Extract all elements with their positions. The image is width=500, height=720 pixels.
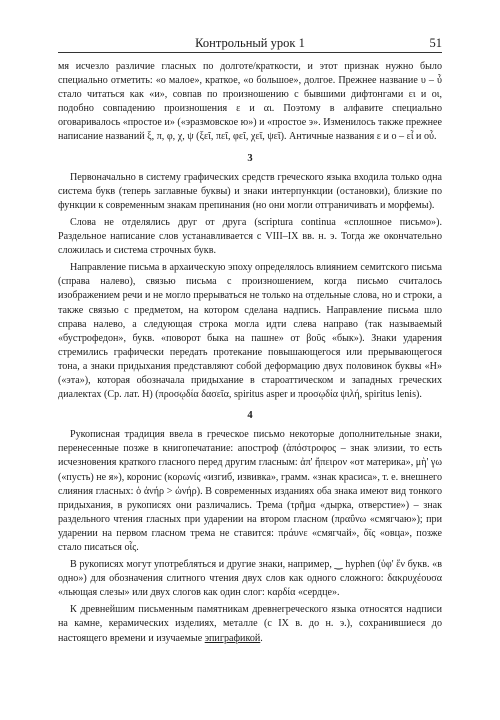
paragraph-text: К древнейшим письменным памятникам древнегреческого языка относятся надписи на камне, керамических изделиях, металле (с IX в. до н. э.), сохранившиеся до настоящего времени и изучаемые (58, 604, 442, 644)
header-title: Контрольный урок 1 (195, 36, 305, 50)
running-header (58, 36, 442, 53)
page-body (58, 60, 442, 649)
underlined-term: эпиграфикой (204, 632, 261, 644)
paragraph: Первоначально в систему графических средств греческого языка входила только одна система букв (теперь заглавные буквы) и знаки интерпункции (остановки), близкие по функции к современным знакам препинания (но они могли отграничивать и морфемы). (58, 171, 442, 211)
paragraph-tail: . (260, 632, 263, 644)
paragraph-last (58, 603, 442, 645)
paragraph-intro: мя исчезло различие гласных по долготе/краткости, и этот признак нужно было специально отметить: «о малое», краткое, «о большое», долгое. Прежнее название υ – ὖ стало читаться как «и», совпав по произношению с бывшими дифтонгами ει и οι, подобно совпадению произношения ε и αι. Поэтому в алфавите специально оговаривалось «простое и» («эразмовское ю») и «простое э». Изменилось также прежнее написание названий ξ, π, φ, χ, ψ (ξεῖ, πεῖ, φεῖ, χεῖ, ψεῖ). Античные названия ε и ο – εἶ и οὖ. (58, 61, 443, 143)
paragraph: В рукописях могут употребляться и другие знаки, например, ‿ hyphen (ὑφ' ἕν букв. «в одно») для обозначения слитного чтения двух слов как одного сложного: δακρυχέουσα «льющая слезы» или двух слогов как один слог: καρδία «сердце». (58, 559, 442, 599)
paragraph: Рукописная традиция ввела в греческое письмо некоторые дополнительные знаки, перенесенные позже в книгопечатание: апостроф (ἀπόστροφος – знак элизии, то есть исчезновения краткого гласного перед другим гласным: ἀπ' ἤπειρον «от материка», μὴ' γω («пусть) не я»), коронис (κορωνίς «изгиб, извивка», грамм. «знак красиса», т. е. внешнего слияния гласных: ὁ ἀνήρ > ὠνήρ). В современных изданиях оба знака имеют вид тонкого придыхания, в рукописях они различались. Трема (τρῆμα «дырка, отверстие») – знак раздельного чтения гласных при ударении на втором гласном (πραΰνω «смягчаю»); при ударении на первом гласном трема не ставится: πράυνε «смягчай», ὄϊς «овца», позже стало писаться οἶς. (58, 429, 442, 553)
section-number-3: 3 (247, 152, 253, 164)
section-number-4: 4 (247, 410, 253, 422)
page-number: 51 (429, 36, 442, 50)
paragraph: Направление письма в архаическую эпоху определялось влиянием семитского письма (справа налево), связью письма с произношением, когда письмо считалось изображением речи и не могло прерываться не только на отдельные слова, но и строки, а также связью с предметом, на котором сделана надпись. Направление письма шло справа налево, а следующая строка могла идти слева направо (так называемый «бустрофедон», букв. «поворот быка на пашне» от βοῦς «бык»). Знаки ударения стремились графически передать протекание повышающегося или прерывающегося тона, а знаки придыхания представляют собой деформацию двух половинок буквы «Н» («эта»), которая обозначала придыхание в староаттическом и западных греческих диалектах (Ср. лат. H) (προσῳδία δασεῖα, spiritus asper и προσῳδία ψιλή, spiritus lenis). (58, 262, 442, 401)
paragraph: Слова не отделялись друг от друга (scriptura continua «сплошное письмо»). Раздельное написание слов устанавливается с VIII–IX вв. н. э. Тогда же окончательно сложилась и система строчных букв. (58, 216, 442, 257)
